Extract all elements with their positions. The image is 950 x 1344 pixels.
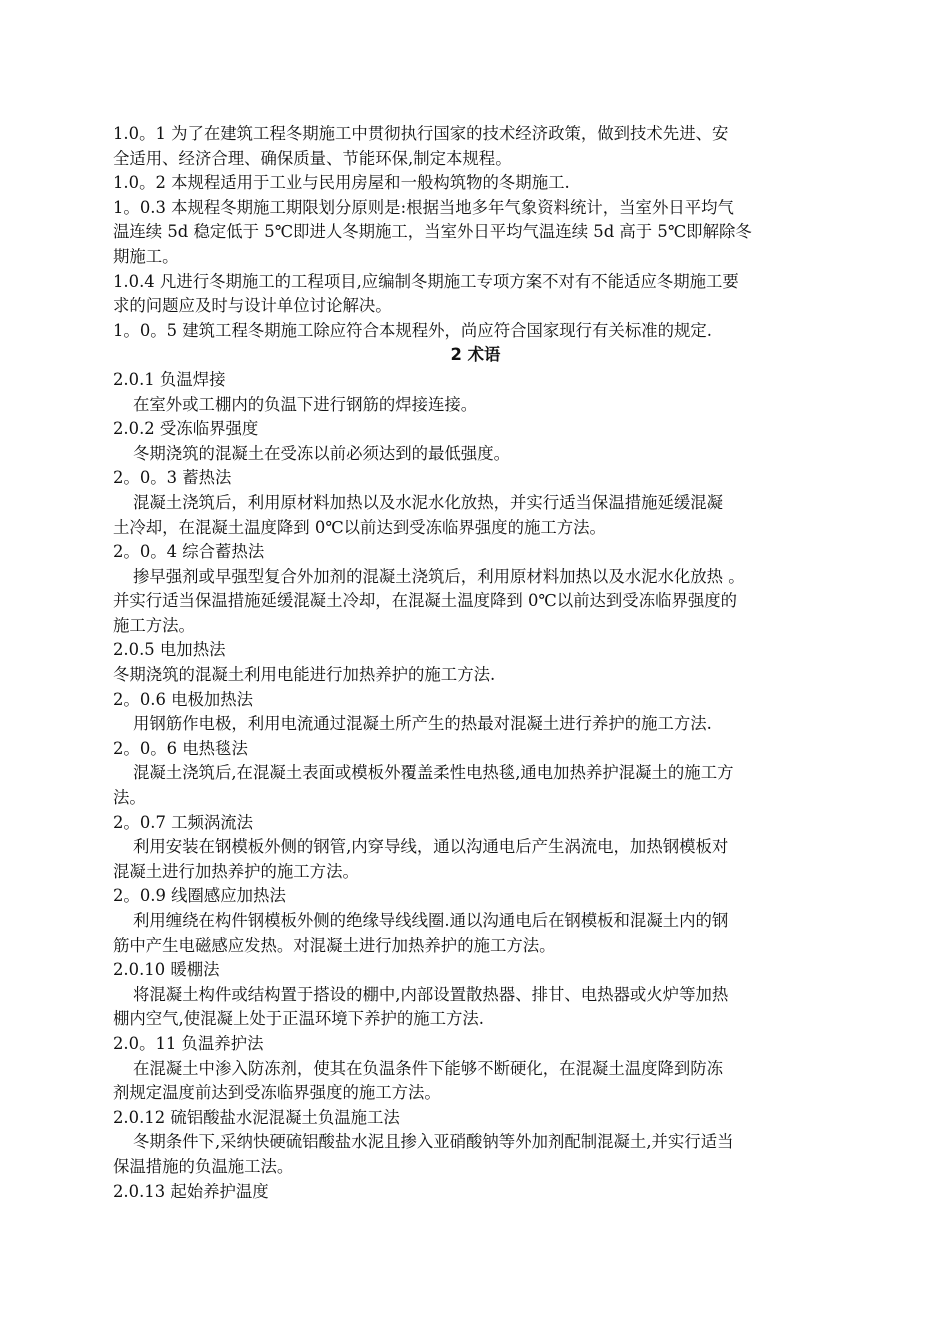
clause-line: 期施工。 (113, 246, 179, 266)
term-2-0-9 (113, 884, 838, 958)
clause-1-0-3 (113, 196, 838, 270)
clause-line: 1。0。5 建筑工程冬期施工除应符合本规程外，尚应符合国家现行有关标准的规定. (113, 320, 712, 340)
term-2-0-12 (113, 1106, 838, 1180)
chapter2-terms (113, 368, 838, 1204)
term-2-0-2 (113, 417, 838, 466)
term-definition: 冬期条件下,采纳快硬硫铝酸盐水泥且掺入亚硝酸钠等外加剂配制混凝土,并实行适当 (133, 1132, 734, 1152)
clause-1-0-5 (113, 319, 838, 344)
clause-1-0-2 (113, 171, 838, 196)
chapter1-clauses (113, 122, 838, 343)
chapter-heading: 2 术语 (450, 345, 501, 365)
term-2-0-13 (113, 1180, 838, 1205)
term-definition: 混凝土浇筑后,在混凝土表面或模板外覆盖柔性电热毯,通电加热养护混凝土的施工方 (133, 763, 734, 783)
term-title: 2。0.7 工频涡流法 (113, 812, 254, 832)
clause-line: 全适用、经济合理、确保质量、节能环保,制定本规程。 (113, 148, 512, 168)
term-title: 2。0。6 电热毯法 (113, 738, 248, 758)
term-2-0-1 (113, 368, 838, 417)
term-2-0-6a (113, 688, 838, 737)
term-title: 2.0.12 硫铝酸盐水泥混凝土负温施工法 (113, 1107, 400, 1127)
term-definition: 冬期浇筑的混凝土在受冻以前必须达到的最低强度。 (133, 443, 510, 463)
term-title: 2.0.2 受冻临界强度 (113, 419, 259, 439)
term-2-0-4 (113, 540, 838, 638)
clause-line: 温连续 5d 稳定低于 5℃即进人冬期施工，当室外日平均气温连续 5d 高于 5℃即解除冬 (113, 222, 752, 242)
term-2-0-10 (113, 958, 838, 1032)
term-definition: 在室外或工棚内的负温下进行钢筋的焊接连接。 (133, 394, 478, 414)
term-definition: 剂规定温度前达到受冻临界强度的施工方法。 (113, 1083, 441, 1103)
clause-1-0-1 (113, 122, 838, 171)
term-2-0-3 (113, 466, 838, 540)
term-definition: 利用缠绕在构件钢模板外侧的绝缘导线线圈.通以沟通电后在钢模板和混凝土内的钢 (133, 911, 729, 930)
term-2-0-11 (113, 1032, 838, 1106)
term-definition: 筋中产生电磁感应发热。对混凝土进行加热养护的施工方法。 (113, 935, 556, 955)
term-definition: 混凝土浇筑后，利用原材料加热以及水泥水化放热，并实行适当保温措施延缓混凝 (133, 492, 724, 512)
term-title: 2。0.9 线圈感应加热法 (113, 886, 286, 906)
term-2-0-6b (113, 737, 838, 811)
clause-line: 1.0.4 凡进行冬期施工的工程项目,应编制冬期施工专项方案不对有不能适应冬期施工要 (113, 271, 739, 291)
term-definition: 将混凝土构件或结构置于搭设的棚中,内部设置散热器、排甘、电热器或火炉等加热 (133, 984, 729, 1004)
term-title: 2.0.10 暖棚法 (113, 960, 220, 980)
term-definition: 施工方法。 (113, 615, 195, 635)
term-title: 2。0。3 蓄热法 (113, 468, 232, 488)
clause-line: 1。0.3 本规程冬期施工期限划分原则是:根据当地多年气象资料统计，当室外日平均气 (113, 197, 734, 217)
term-definition: 用钢筋作电极，利用电流通过混凝土所产生的热最对混凝土进行养护的施工方法. (133, 714, 712, 734)
term-definition: 并实行适当保温措施延缓混凝土冷却，在混凝土温度降到 0℃以前达到受冻临界强度的 (113, 591, 738, 611)
term-definition: 法。 (113, 788, 146, 808)
term-title: 2.0.5 电加热法 (113, 640, 226, 660)
term-title: 2。0.6 电极加热法 (113, 689, 254, 709)
term-definition: 冬期浇筑的混凝土利用电能进行加热养护的施工方法. (113, 665, 496, 685)
term-title: 2.0.1 负温焊接 (113, 369, 226, 389)
term-definition: 在混凝土中渗入防冻剂，使其在负温条件下能够不断硬化，在混凝土温度降到防冻 (133, 1058, 724, 1078)
clause-line: 求的问题应及时与设计单位讨论解决。 (113, 296, 392, 316)
term-definition: 棚内空气,使混凝上处于正温环境下养护的施工方法. (113, 1009, 485, 1029)
term-2-0-5 (113, 638, 838, 687)
document-page (113, 122, 838, 1204)
term-title: 2。0。4 综合蓄热法 (113, 542, 265, 562)
term-title: 2.0.13 起始养护温度 (113, 1181, 269, 1201)
clause-line: 1.0。1 为了在建筑工程冬期施工中贯彻执行国家的技术经济政策，做到技术先进、安 (113, 124, 729, 143)
term-definition: 掺早强剂或早强型复合外加剂的混凝土浇筑后，利用原材料加热以及水泥水化放热 。 (133, 566, 745, 586)
term-2-0-7 (113, 811, 838, 885)
term-title: 2.0。11 负温养护法 (113, 1033, 264, 1053)
clause-line: 1.0。2 本规程适用于工业与民用房屋和一般构筑物的冬期施工. (113, 173, 570, 193)
term-definition: 土冷却，在混凝土温度降到 0℃以前达到受冻临界强度的施工方法。 (113, 517, 606, 537)
term-definition: 利用安装在钢模板外侧的钢管,内穿导线，通以沟通电后产生涡流电，加热钢模板对 (133, 837, 729, 857)
term-definition: 混凝土进行加热养护的施工方法。 (113, 861, 359, 881)
clause-1-0-4 (113, 270, 838, 319)
term-definition: 保温措施的负温施工法。 (113, 1156, 294, 1176)
